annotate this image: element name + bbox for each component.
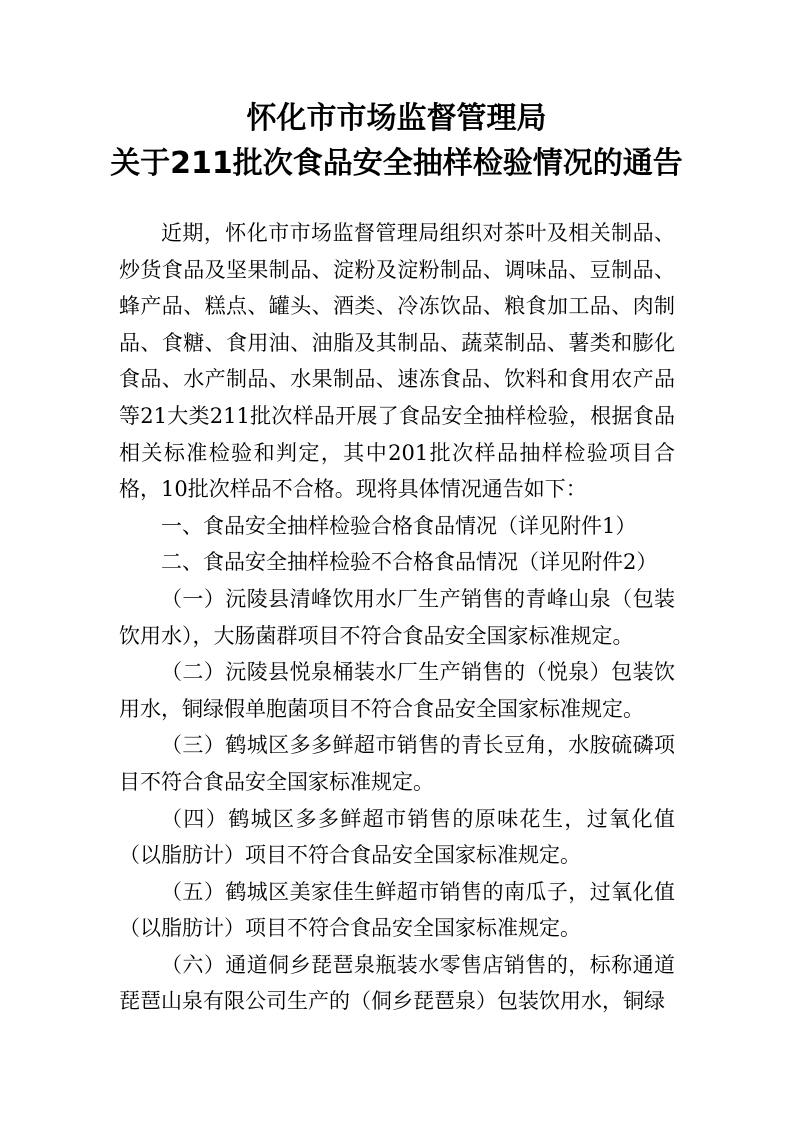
- finding-item-1: （一）沅陵县清峰饮用水厂生产销售的青峰山泉（包装饮用水），大肠菌群项目不符合食品安全国家标准规定。: [119, 586, 675, 648]
- finding-item-4: （四）鹤城区多多鲜超市销售的原味花生，过氧化值（以脂肪计）项目不符合食品安全国家标准规定。: [119, 806, 675, 868]
- finding-item-5: （五）鹤城区美家佳生鲜超市销售的南瓜子，过氧化值（以脂肪计）项目不符合食品安全国家标准规定。: [119, 879, 675, 941]
- section-2-heading: 二、食品安全抽样检验不合格食品情况（详见附件2）: [161, 550, 658, 575]
- document-body: [119, 215, 675, 1020]
- finding-item-3: （三）鹤城区多多鲜超市销售的青长豆角，水胺硫磷项目不符合食品安全国家标准规定。: [119, 733, 675, 794]
- document-title-line-2: 关于211批次食品安全抽样检验情况的通告: [110, 146, 683, 181]
- finding-item-6: （六）通道侗乡琵琶泉瓶装水零售店销售的，标称通道琵琶山泉有限公司生产的（侗乡琵琶泉）包装饮用水，铜绿: [119, 952, 675, 1014]
- document-title-line-1: 怀化市市场监督管理局: [246, 101, 547, 136]
- section-1-heading: 一、食品安全抽样检验合格食品情况（详见附件1）: [161, 513, 637, 538]
- intro-paragraph: 近期，怀化市市场监督管理局组织对茶叶及相关制品、炒货食品及坚果制品、淀粉及淀粉制品、调味品、豆制品、蜂产品、糕点、罐头、酒类、冷冻饮品、粮食加工品、肉制品、食糖、食用油、油脂及其制品、蔬菜制品、薯类和膨化食品、水产制品、水果制品、速冻食品、饮料和食用农产品等21大类211批次样品开展了食品安全抽样检验，根据食品相关标准检验和判定，其中201批次样品抽样检验项目合格，10批次样品不合格。现将具体情况通告如下：: [119, 221, 675, 502]
- finding-item-2: （二）沅陵县悦泉桶装水厂生产销售的（悦泉）包装饮用水，铜绿假单胞菌项目不符合食品安全国家标准规定。: [119, 660, 675, 721]
